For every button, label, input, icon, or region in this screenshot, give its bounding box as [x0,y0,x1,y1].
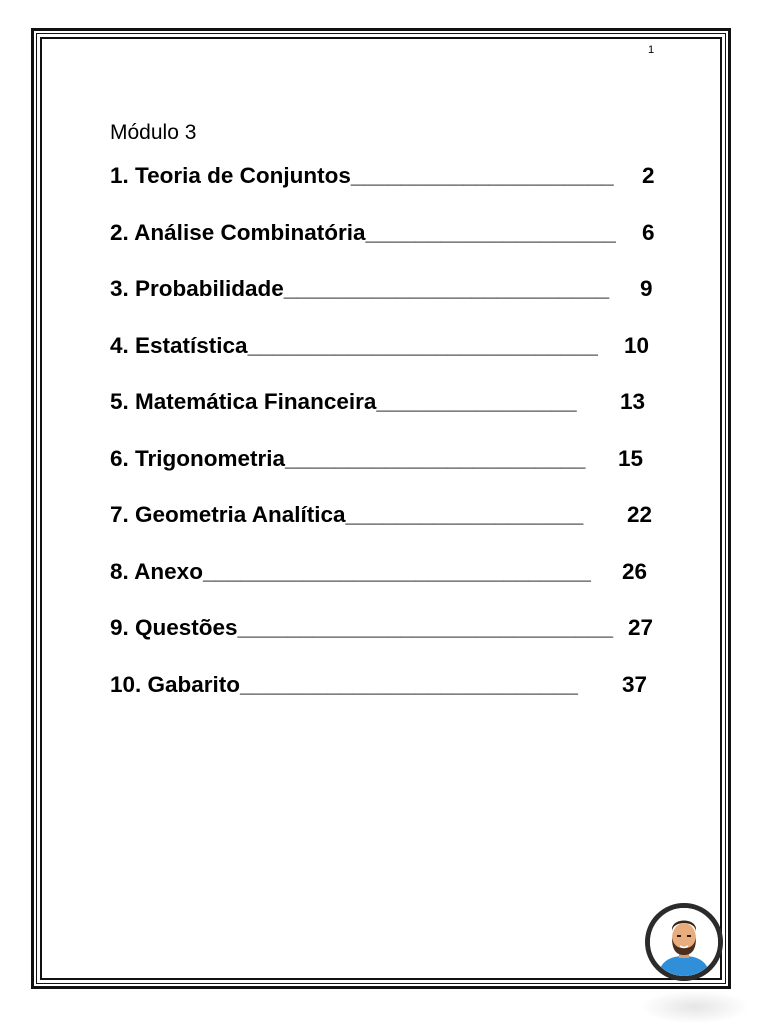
page-shadow [640,990,750,1024]
toc-entry-page: 27 [628,615,654,640]
toc-entry [110,557,670,614]
toc-entry-page: 2 [642,163,655,188]
table-of-contents [110,161,670,726]
toc-entry-label: 10. Gabarito___________________________ [110,671,578,697]
toc-entry-page: 37 [622,671,648,697]
toc-entry-page: 9 [640,276,653,301]
toc-entry-page: 13 [620,389,646,414]
avatar-illustration [650,908,718,976]
toc-entry [110,161,670,218]
toc-entry-label: 7. Geometria Analítica___________________ [110,502,584,527]
module-title: Módulo 3 [110,121,197,144]
page-number: 1 [648,44,655,56]
toc-entry-page: 26 [622,558,648,584]
toc-entry-page: 10 [624,332,650,358]
toc-entry [110,500,670,557]
toc-entry-label: 6. Trigonometria________________________ [110,445,586,471]
toc-entry [110,274,670,331]
toc-entry-page: 15 [618,445,644,471]
toc-entry-label: 3. Probabilidade__________________________ [110,276,610,301]
toc-entry-page: 6 [642,219,655,245]
toc-entry-label: 1. Teoria de Conjuntos_____________________ [110,163,614,188]
toc-entry [110,613,670,670]
toc-entry-label: 8. Anexo_______________________________ [110,558,591,584]
toc-entry [110,387,670,444]
toc-entry [110,218,670,275]
toc-entry [110,444,670,501]
toc-entry-page: 22 [627,502,653,527]
toc-entry-label: 2. Análise Combinatória____________________ [110,219,616,245]
toc-entry-label: 5. Matemática Financeira________________ [110,389,577,414]
toc-entry [110,670,670,727]
author-avatar [645,903,723,981]
toc-entry-label: 9. Questões______________________________ [110,615,613,640]
toc-entry [110,331,670,388]
toc-entry-label: 4. Estatística____________________________ [110,332,598,358]
